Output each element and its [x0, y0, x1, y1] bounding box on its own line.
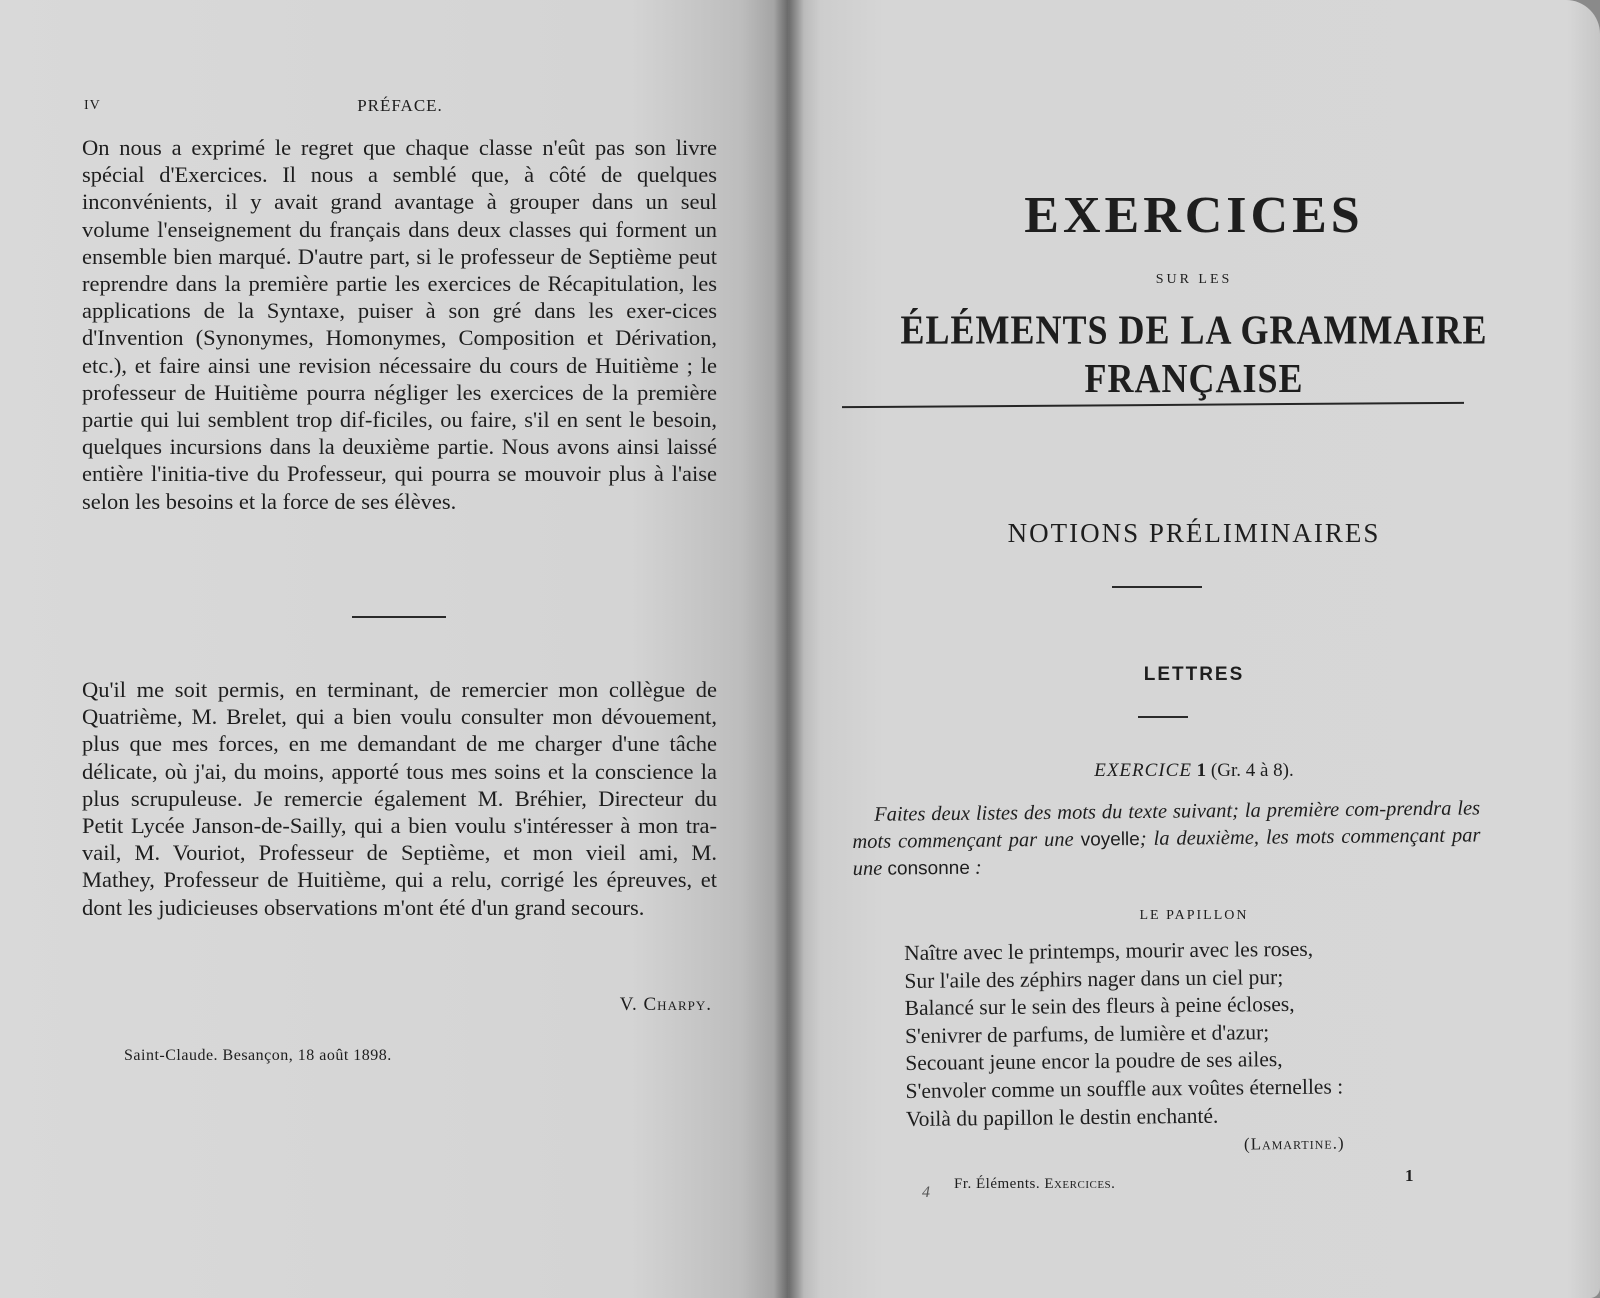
page-number: 1: [1405, 1166, 1414, 1185]
preface-paragraph-2: Qu'il me soit permis, en terminant, de remercier mon collègue de Quatrième, M. Brelet, qui a bien voulu consulter mon dévouement, plus que mes forces, en me demandant de me charger d'une tâche délicate, où j'ai, du moins, apporté tous mes soins et la conscience la plus scrupuleuse. Je remercie également M. Bréhier, Directeur du Petit Lycée Janson-de-Sailly, qui a bien voulu s'intéresser à mon tra-vail, M. Vouriot, Professeur de Septième, et mon vieil ami, M. Mathey, Professeur de Huitième, qui a relu, corrigé les épreuves, et dont les judicieuses observations m'ont été d'un grand secours.: [82, 677, 717, 920]
poem-line: Voilà du papillon le destin enchanté.: [905, 1103, 1219, 1131]
footer-signature-smallcaps: Exercices.: [1044, 1176, 1116, 1192]
exercise-heading: [788, 760, 1600, 782]
poem-line: S'envoler comme un souffle aux voûtes éternelles :: [905, 1074, 1344, 1103]
chapter-divider: [1138, 716, 1188, 718]
dateline: Saint-Claude. Besançon, 18 août 1898.: [124, 1047, 392, 1064]
keyword-consonne: consonne: [887, 857, 970, 880]
instruction-part-2: ; la deuxième, les mots commençant par une: [852, 823, 1481, 880]
running-head: [84, 96, 716, 120]
poem-title: LE PAPILLON: [1139, 908, 1249, 923]
poem-line: S'enivrer de parfums, de lumière et d'azur;: [904, 1019, 1270, 1048]
grammar-title: ÉLÉMENTS DE LA GRAMMAIRE FRANÇAISE: [900, 306, 1488, 402]
exercise-label: EXERCICE: [1094, 760, 1192, 781]
footer-signature: [954, 1176, 1115, 1193]
instruction-part-3: :: [969, 856, 982, 879]
exercise-instruction: [852, 795, 1481, 883]
subtitle-connector: SUR LES: [1155, 272, 1233, 287]
poem-line: Naître avec le printemps, mourir avec les roses,: [904, 936, 1314, 965]
section-title: NOTIONS PRÉLIMINAIRES: [1007, 518, 1381, 548]
left-page: [0, 0, 788, 1298]
poem-line: Sur l'aile des zéphirs nager dans un ciel pur;: [904, 964, 1284, 993]
poem-line: Secouant jeune encor la poudre de ses ailes,: [905, 1047, 1283, 1076]
instruction-part-1: Faites deux listes des mots du texte suivant; la première com-prendra les mots commençant par une: [852, 797, 1481, 853]
exercise-reference: (Gr. 4 à 8).: [1210, 760, 1294, 781]
poem-line: Balancé sur le sein des fleurs à peine écloses,: [904, 992, 1295, 1021]
poem-attribution: (Lamartine.): [1243, 1133, 1345, 1154]
running-head-title: PRÉFACE.: [357, 96, 443, 115]
folio: IV: [84, 98, 101, 113]
section-divider: [1112, 586, 1202, 588]
section-divider: [352, 616, 446, 618]
exercise-number: 1: [1196, 760, 1207, 781]
keyword-voyelle: voyelle: [1080, 828, 1140, 851]
pencil-mark: 4: [922, 1184, 930, 1201]
preface-paragraph-1: On nous a exprimé le regret que chaque classe n'eût pas son livre spécial d'Exercices. Il nous a semblé que, à côté de quelques inconvénients, il y avait grand avantage à grouper dans un seul volume l'enseignement du français dans deux classes qui forment un ensemble bien marqué. D'autre part, si le professeur de Septième peut reprendre dans la première partie les exercices de Récapitulation, les applications de la Syntaxe, puiser à son gré dans les exer-cices d'Invention (Synonymes, Homonymes, Composition et Dérivation, etc.), et faire ainsi une revision nécessaire du cours de Huitième ; le professeur de Huitième pourra négliger les exercices de la première partie qui lui semblent trop dif-ficiles, ou faire, s'il en sent le besoin, quelques incursions dans la deuxième partie. Nous avons ainsi laissé entière l'initia-tive du Professeur, qui pourra se mouvoir plus à l'aise selon les besoins et la force de ses élèves.: [82, 135, 717, 514]
author-signature: V. Charpy.: [619, 994, 712, 1015]
main-title: EXERCICES: [1024, 187, 1364, 244]
chapter-title: LETTRES: [1143, 664, 1245, 685]
footer-signature-prefix: Fr. Éléments.: [954, 1176, 1045, 1192]
poem: [904, 935, 1344, 1133]
